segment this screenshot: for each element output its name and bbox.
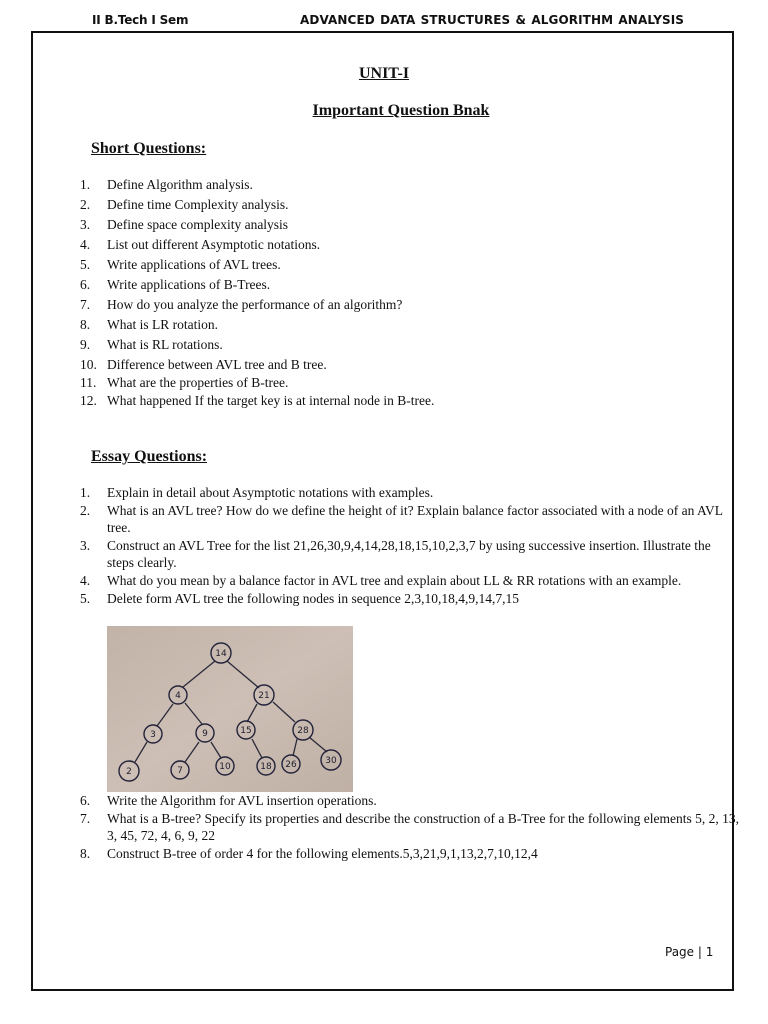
item-text: What happened If the target key is at internal node in B-tree.	[107, 393, 435, 408]
item-number: 12.	[80, 393, 97, 408]
node-label: 30	[325, 756, 337, 766]
header-course: II B.Tech I Sem	[92, 13, 189, 27]
item-number: 6.	[80, 793, 91, 808]
essay-questions-list-part2	[80, 792, 740, 863]
node-label: 7	[177, 766, 183, 776]
item-text: Define space complexity analysis	[107, 217, 289, 232]
list-item	[80, 356, 740, 373]
node-label: 14	[215, 649, 227, 659]
item-text: How do you analyze the performance of an algorithm?	[107, 297, 403, 312]
item-text: Difference between AVL tree and B tree.	[107, 357, 327, 372]
list-item	[80, 176, 740, 193]
list-item	[80, 276, 740, 293]
list-item	[80, 216, 740, 233]
item-number: 6.	[80, 277, 91, 292]
list-item	[80, 484, 740, 501]
node-label: 21	[258, 691, 270, 701]
item-text: Define time Complexity analysis.	[107, 197, 289, 212]
node-label: 9	[202, 729, 208, 739]
item-text: List out different Asymptotic notations.	[107, 237, 321, 252]
item-number: 4.	[80, 237, 91, 252]
list-item	[80, 336, 740, 353]
node-label: 18	[260, 762, 272, 772]
list-item	[80, 792, 740, 809]
item-text: What is a B-tree? Specify its properties and describe the construction of a B-Tree for the following elements 5, 2, 13, 3, 45, 72, 4, 6, 9, 22	[107, 811, 739, 843]
question-bank-title: Important Question Bnak	[312, 102, 490, 119]
list-item	[80, 810, 740, 844]
item-text: Write applications of B-Trees.	[107, 277, 271, 292]
list-item	[80, 256, 740, 273]
item-number: 7.	[80, 297, 91, 312]
list-item	[80, 374, 740, 391]
short-questions-heading: Short Questions:	[91, 140, 207, 157]
page-number: Page | 1	[665, 945, 714, 959]
avl-tree-photo	[107, 626, 353, 792]
list-item	[80, 236, 740, 253]
item-number: 1.	[80, 485, 91, 500]
list-item	[80, 590, 740, 607]
item-text: Explain in detail about Asymptotic notations with examples.	[107, 485, 434, 500]
item-number: 3.	[80, 538, 91, 553]
list-item	[80, 572, 740, 589]
node-label: 28	[297, 726, 309, 736]
item-number: 2.	[80, 503, 91, 518]
item-text: Construct B-tree of order 4 for the following elements.5,3,21,9,1,13,2,7,10,12,4	[107, 846, 538, 861]
avl-tree-diagram	[107, 626, 353, 792]
item-text: Write the Algorithm for AVL insertion operations.	[107, 793, 377, 808]
item-number: 8.	[80, 317, 91, 332]
item-text: Delete form AVL tree the following nodes in sequence 2,3,10,18,4,9,14,7,15	[107, 591, 520, 606]
list-item	[80, 316, 740, 333]
item-number: 7.	[80, 811, 91, 826]
item-text: What are the properties of B-tree.	[107, 375, 289, 390]
item-text: What is RL rotations.	[107, 337, 223, 352]
item-number: 5.	[80, 591, 91, 606]
list-item	[80, 537, 740, 571]
item-number: 8.	[80, 846, 91, 861]
node-label: 4	[175, 691, 181, 701]
short-questions-list	[80, 176, 740, 410]
list-item	[80, 845, 740, 862]
item-number: 10.	[80, 357, 97, 372]
item-number: 2.	[80, 197, 91, 212]
item-text: What do you mean by a balance factor in AVL tree and explain about LL & RR rotations with an example.	[107, 573, 682, 588]
item-number: 4.	[80, 573, 91, 588]
unit-title: UNIT-I	[358, 65, 410, 82]
item-text: What is an AVL tree? How do we define the height of it? Explain balance factor associated with a node of an AVL tree.	[107, 503, 723, 535]
header-subject: ADVANCED DATA STRUCTURES & ALGORITHM ANALYSIS	[300, 13, 685, 27]
node-label: 10	[219, 762, 231, 772]
node-label: 15	[240, 726, 252, 736]
essay-questions-heading: Essay Questions:	[91, 448, 208, 465]
essay-questions-list-part1	[80, 484, 740, 608]
list-item	[80, 392, 740, 409]
item-text: Construct an AVL Tree for the list 21,26,30,9,4,14,28,18,15,10,2,3,7 by using successive insertion. Illustrate the steps clearly.	[107, 538, 711, 570]
node-label: 2	[126, 767, 132, 777]
item-number: 3.	[80, 217, 91, 232]
item-number: 9.	[80, 337, 91, 352]
list-item	[80, 502, 740, 536]
item-number: 11.	[80, 375, 97, 390]
list-item	[80, 296, 740, 313]
item-text: What is LR rotation.	[107, 317, 218, 332]
item-number: 1.	[80, 177, 91, 192]
node-label: 3	[150, 730, 156, 740]
list-item	[80, 196, 740, 213]
node-label: 26	[285, 760, 297, 770]
item-text: Write applications of AVL trees.	[107, 257, 281, 272]
item-text: Define Algorithm analysis.	[107, 177, 253, 192]
item-number: 5.	[80, 257, 91, 272]
